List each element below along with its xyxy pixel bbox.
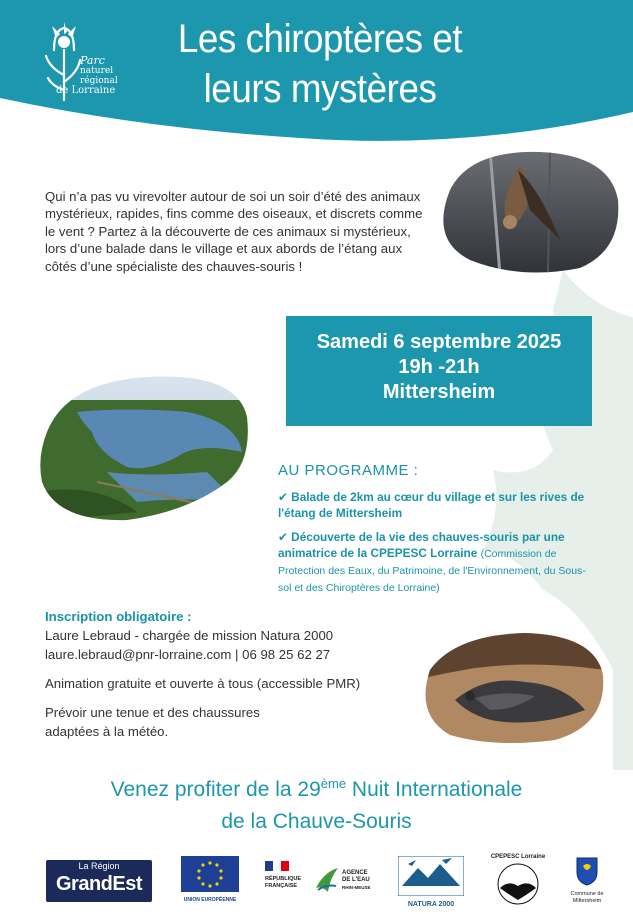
cpepesc-label: CPEPESC Lorraine: [490, 854, 546, 860]
commune-crest-icon: [575, 856, 599, 886]
page-title: [145, 14, 495, 114]
agence-line-3: RHIN-MEUSE: [342, 885, 371, 890]
agence-eau-logo: [314, 860, 374, 904]
checkmark-icon: ✔: [278, 490, 288, 504]
agence-line-2: DE L'EAU: [342, 877, 370, 883]
cpepesc-logo: [488, 854, 548, 910]
event-place: Mittersheim: [382, 381, 496, 403]
intro-paragraph: Qui n’a pas vu virevolter autour de soi un soir d’été des animaux mystérieux, rapides, fins comme des oiseaux, et discrets comme le vent ? Partez à la découverte de ces animaux si mystérieux, lors d’une balade dans le village et aux abords de l’étang aux côtés d’une spécialiste des chauves-souris !: [45, 189, 423, 274]
rf-line-1: RÉPUBLIQUE: [265, 876, 302, 882]
commune-line-2: Mittersheim: [572, 898, 602, 904]
inscription-heading: Inscription obligatoire :: [45, 609, 192, 624]
program-item: [278, 489, 588, 521]
program-title: AU PROGRAMME :: [278, 462, 419, 479]
attire-note-line-1: Prévoir une tenue et des chaussures: [45, 705, 260, 720]
cpepesc-bat-icon: [488, 854, 548, 910]
attire-note-line-2: adaptées à la météo.: [45, 724, 169, 739]
free-entry-note: Animation gratuite et ouverte à tous (accessible PMR): [45, 676, 361, 691]
agence-eau-swoosh-icon: [314, 866, 340, 894]
eu-logo-label: UNION EUROPÉENNE: [183, 897, 237, 903]
agence-line-1: AGENCE: [342, 870, 368, 876]
closing-line-2: de la Chauve-Souris: [221, 810, 412, 833]
eu-flag-icon: [181, 856, 239, 892]
inscription-section: [45, 607, 425, 741]
flying-bat-photo: [430, 150, 620, 275]
event-info-box: [286, 316, 592, 426]
eu-logo: [181, 856, 239, 908]
region-logo-bottom: GrandEst: [55, 873, 143, 895]
region-grand-est-logo: [46, 860, 152, 902]
resting-bat-photo: [415, 630, 605, 745]
program-item-text: Découverte de la vie des chauves-souris par une animatrice de la CPEPESC Lorraine: [278, 530, 565, 560]
partner-logos: [0, 850, 633, 914]
republique-francaise-logo: [265, 858, 310, 906]
closing-post: Nuit Internationale: [346, 778, 523, 801]
closing-sup: ème: [320, 776, 347, 791]
contact-name: Laure Lebraud - chargée de mission Natura 2000: [45, 628, 334, 643]
natura-label: NATURA 2000: [407, 901, 455, 908]
logo-line-parc: Parc: [80, 54, 105, 67]
natura-2000-logo: [398, 856, 464, 906]
program-item-text: Balade de 2km au cœur du village et sur les rives de l'étang de Mittersheim: [278, 490, 585, 520]
event-time: 19h -21h: [398, 356, 480, 378]
logo-line-regional: régional: [80, 76, 118, 86]
program-section: [278, 462, 588, 604]
commune-mittersheim-logo: [564, 856, 610, 912]
closing-line-1: [30, 768, 603, 806]
marianne-icon: [265, 861, 289, 871]
title-line-2: leurs mystères: [203, 67, 437, 111]
closing-message: [30, 768, 603, 838]
commune-line-1: Commune de: [570, 891, 604, 897]
lake-aerial-photo: [37, 372, 250, 522]
program-item: [278, 529, 588, 596]
closing-pre: Venez profiter de la 29: [110, 778, 321, 801]
logo-line-lorraine: de Lorraine: [56, 85, 116, 96]
program-item-note: (Commission de Protection des Eaux, du Patrimoine, de l'Environnement, du Sous-sol et des Chiroptères de Lorraine): [278, 548, 586, 594]
natura-2000-icon: [398, 856, 464, 896]
park-logo-text: [56, 54, 118, 96]
region-logo-top: La Région: [78, 861, 120, 871]
checkmark-icon: ✔: [278, 530, 288, 544]
title-line-1: Les chiroptères et: [177, 17, 463, 61]
rf-line-2: FRANÇAISE: [265, 883, 298, 889]
contact-email-phone: laure.lebraud@pnr-lorraine.com | 06 98 25 62 27: [45, 647, 331, 662]
logo-line-naturel: naturel: [80, 66, 114, 76]
event-date: Samedi 6 septembre 2025: [316, 331, 562, 353]
